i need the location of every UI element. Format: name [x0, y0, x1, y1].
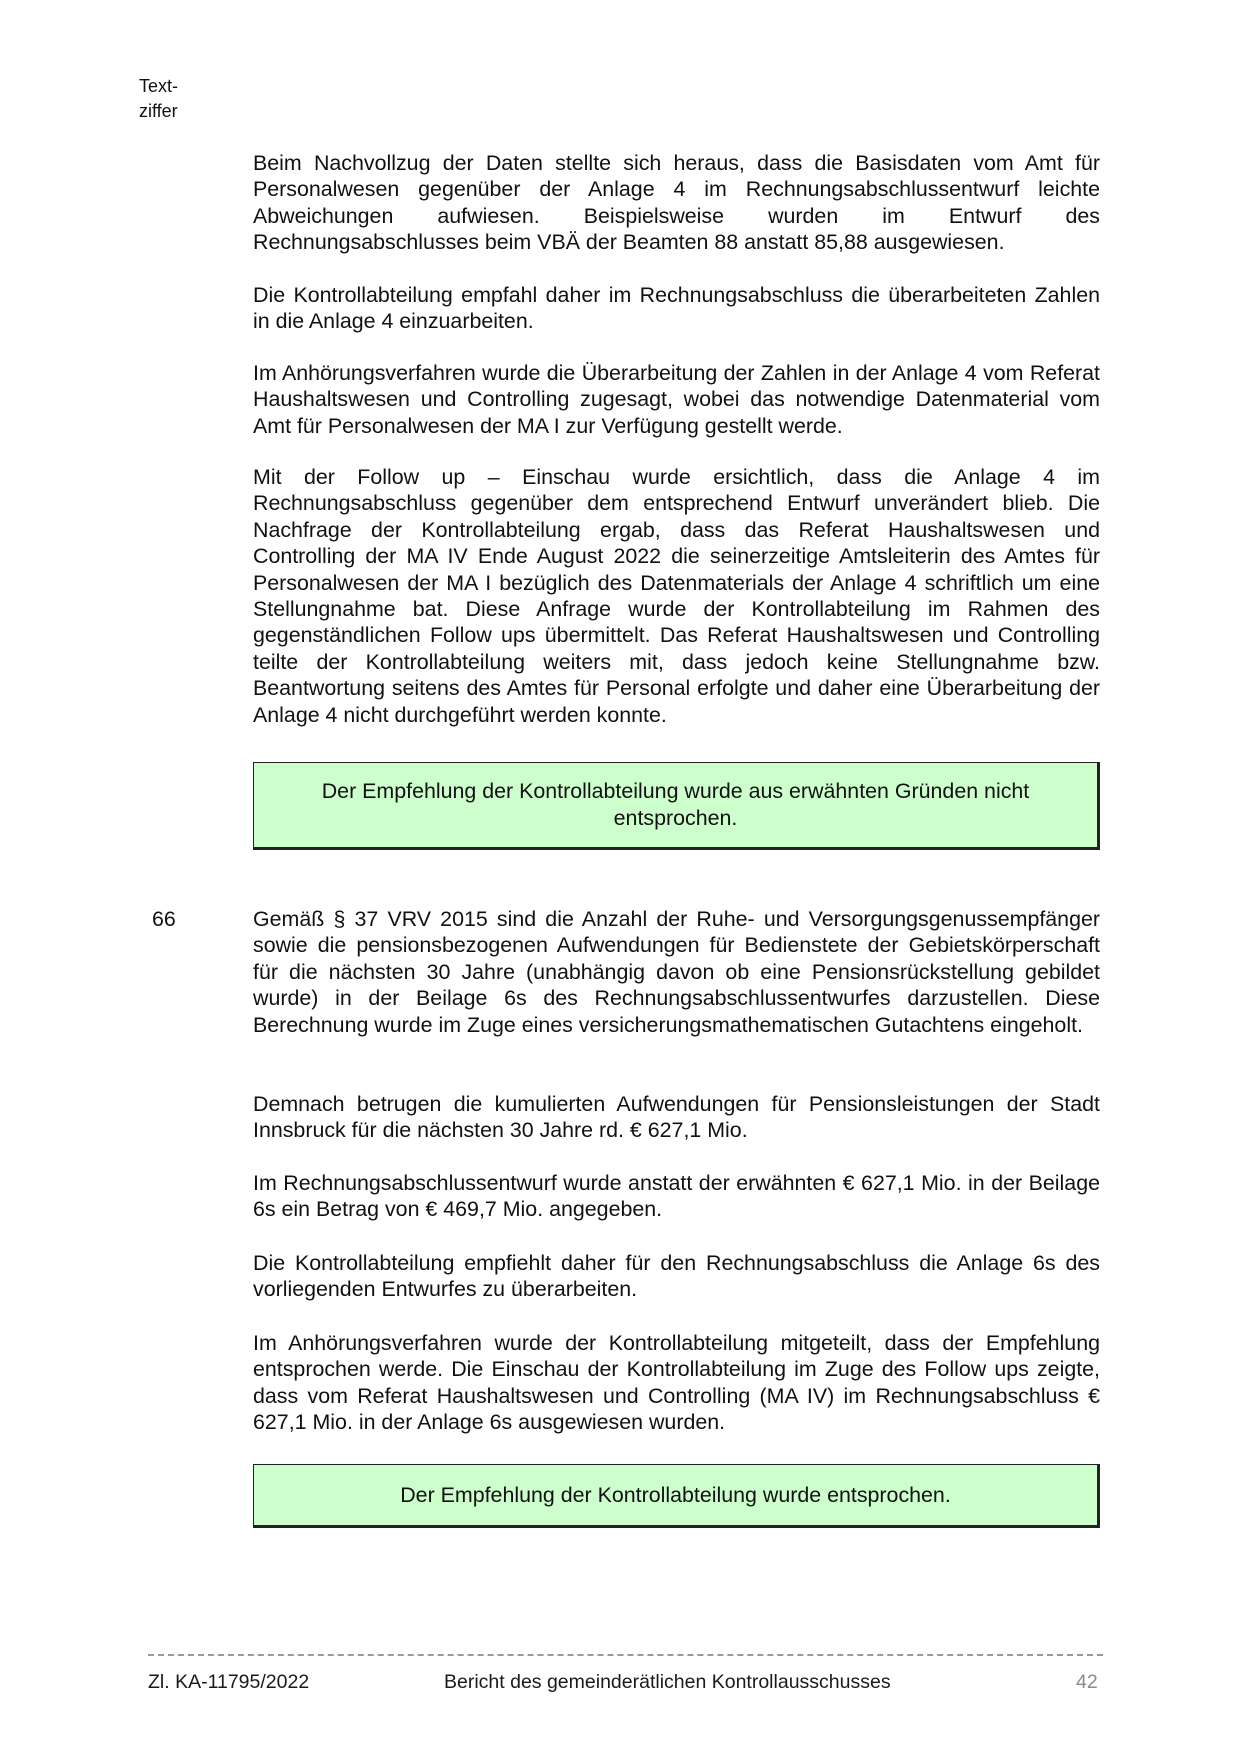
- section-65-body: [253, 464, 1100, 728]
- paragraph: Demnach betrugen die kumulierten Aufwendungen für Pensionsleistungen der Stadt Innsbruck für die nächsten 30 Jahre rd. € 627,1 Mio.: [253, 1092, 1100, 1143]
- report-title: Bericht des gemeinderätlichen Kontrollausschusses: [444, 1671, 891, 1693]
- section-66-body: [253, 906, 1100, 1038]
- footer-divider: [148, 1654, 1103, 1656]
- section-65-body: [253, 360, 1100, 439]
- paragraph: Im Rechnungsabschlussentwurf wurde anstatt der erwähnten € 627,1 Mio. in der Beilage 6s ein Betrag von € 469,7 Mio. angegeben.: [253, 1171, 1100, 1222]
- margin-label-textziffer: [139, 74, 209, 124]
- margin-label-line-1: Text-: [139, 76, 179, 96]
- section-66-body: [253, 1091, 1100, 1144]
- paragraph: Gemäß § 37 VRV 2015 sind die Anzahl der Ruhe- und Versorgungsgenussempfänger sowie die pensionsbezogenen Aufwendungen für Bedienstete der Gebietskörperschaft für die nächsten 30 Jahre (unabhängig davon ob eine Pensionsrückstellung gebildet wurde) in der Beilage 6s des Rechnungsabschlussentwurfes darzustellen. Diese Berechnung wurde im Zuge eines versicherungsmathematischen Gutachtens eingeholt.: [253, 907, 1100, 1037]
- finding-text: Der Empfehlung der Kontrollabteilung wurde aus erwähnten Gründen nicht entsprochen.: [321, 779, 1030, 830]
- section-66-body: [253, 1330, 1100, 1436]
- finding-box-implemented: [253, 1464, 1100, 1528]
- finding-box-not-implemented: [253, 762, 1100, 850]
- paragraph: Im Anhörungsverfahren wurde der Kontrollabteilung mitgeteilt, dass der Empfehlung entsprochen werde. Die Einschau der Kontrollabteilung im Zuge des Follow ups zeigte, dass vom Referat Haushaltswesen und Controlling (MA IV) im Rechnungsabschluss € 627,1 Mio. in der Anlage 6s ausgewiesen wurden.: [253, 1331, 1100, 1435]
- paragraph: Mit der Follow up – Einschau wurde ersichtlich, dass die Anlage 4 im Rechnungsabschluss gegenüber dem entsprechend Entwurf unverändert blieb. Die Nachfrage der Kontrollabteilung ergab, dass das Referat Haushaltswesen und Controlling der MA IV Ende August 2022 die seinerzeitige Amtsleiterin des Amtes für Personalwesen der MA I bezüglich des Datenmaterials der Anlage 4 schriftlich um eine Stellungnahme bat. Diese Anfrage wurde der Kontrollabteilung im Rahmen des gegenständlichen Follow ups übermittelt. Das Referat Haushaltswesen und Controlling teilte der Kontrollabteilung weiters mit, dass jedoch keine Stellungnahme bzw. Beantwortung seitens des Amtes für Personal erfolgte und daher eine Überarbeitung der Anlage 4 nicht durchgeführt werden konnte.: [253, 465, 1100, 727]
- document-reference: Zl. KA-11795/2022: [148, 1671, 310, 1693]
- section-66-body: [253, 1170, 1100, 1223]
- paragraph: Die Kontrollabteilung empfiehlt daher für den Rechnungsabschluss die Anlage 6s des vorliegenden Entwurfes zu überarbeiten.: [253, 1251, 1100, 1302]
- section-66-body: [253, 1250, 1100, 1303]
- section-65-body: [253, 150, 1100, 256]
- paragraph: Die Kontrollabteilung empfahl daher im Rechnungsabschluss die überarbeiteten Zahlen in die Anlage 4 einzuarbeiten.: [253, 283, 1100, 334]
- paragraph: Beim Nachvollzug der Daten stellte sich heraus, dass die Basisdaten vom Amt für Personalwesen gegenüber der Anlage 4 im Rechnungsabschlussentwurf leichte Abweichungen aufwiesen. Beispielsweise wurden im Entwurf des Rechnungsabschlusses beim VBÄ der Beamten 88 anstatt 85,88 ausgewiesen.: [253, 151, 1100, 255]
- finding-text: Der Empfehlung der Kontrollabteilung wurde entsprochen.: [400, 1482, 951, 1507]
- section-number: 66: [152, 907, 176, 931]
- paragraph: Im Anhörungsverfahren wurde die Überarbeitung der Zahlen in der Anlage 4 vom Referat Haushaltswesen und Controlling zugesagt, wobei das notwendige Datenmaterial vom Amt für Personalwesen der MA I zur Verfügung gestellt werde.: [253, 361, 1100, 438]
- margin-label-line-2: ziffer: [139, 101, 178, 121]
- section-65-body: [253, 282, 1100, 335]
- page-number: 42: [1076, 1671, 1098, 1693]
